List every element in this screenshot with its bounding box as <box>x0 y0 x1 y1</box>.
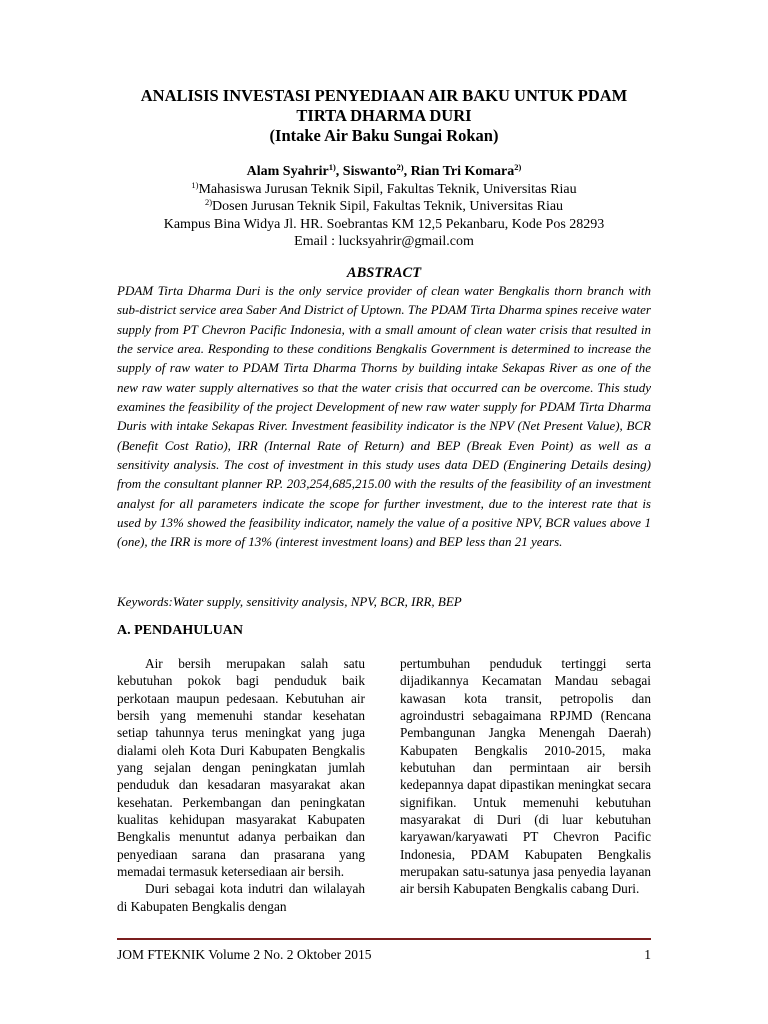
author-separator-1: , <box>335 164 343 179</box>
keywords: Keywords:Water supply, sensitivity analysis, NPV, BCR, IRR, BEP <box>117 594 462 609</box>
affiliation-2 <box>80 198 688 216</box>
author-name-1: Alam Syahrir <box>246 164 329 179</box>
affiliation-mark-2: 2) <box>204 197 213 207</box>
paragraph-left-2: Duri sebagai kota indutri dan wilalayah di Kabupaten Bengkalis dengan <box>117 881 365 914</box>
author-block <box>80 163 688 251</box>
affiliation-1 <box>80 181 688 199</box>
abstract-body: PDAM Tirta Dharma Duri is the only service provider of clean water Bengkalis thorn branch with sub-district service area Saber And District of Uptown. The PDAM Tirta Dharma spines receive water supply from PT Chevron Pacific Indonesia, with a small amount of clean water crisis that resulted in the service area. Responding to these conditions Bengkalis Government is determined to increase the supply of raw water to PDAM Tirta Dharma Thorns by building intake Sekapas River as one of the new raw water supply alternatives so that the water crisis that occurred can be overcome. This study examines the feasibility of the project Development of new raw water supply for PDAM Tirta Dharma Duris with intake Sekapas River. Investment feasibility indicator is the NPV (Net Present Value), BCR (Benefit Cost Ratio), IRR (Internal Rate of Return) and BEP (Break Even Point) as well as a sensitivity analysis. The cost of investment in this study uses data DED (Enginering Details desing) from the consultant planner RP. 203,254,685,215.00 with the results of the feasibility of an investment analyst for all parameters indicate the scope for further investment, due to the interest rate that is used by 13% showed the feasibility indicator, namely the value of a positive NPV, BCR values above 1 (one), the IRR is more of 13% (interest investment loans) and BEP less than 21 years. <box>117 283 651 550</box>
author-mark-2: 2) <box>396 162 404 172</box>
affiliation-text-2: Dosen Jurusan Teknik Sipil, Fakultas Teknik, Universitas Riau <box>212 199 564 214</box>
body-column-right <box>400 655 651 898</box>
section-heading: A. PENDAHULUAN <box>117 623 243 638</box>
paragraph-left-1: Air bersih merupakan salah satu kebutuhan pokok bagi penduduk baik perkotaan maupun pedesaan. Kebutuhan air bersih yang memenuhi standar kesehatan setiap tahunnya terus meningkat yang juga dialami oleh Kota Duri Kabupaten Bengkalis yang sejalan dengan peningkatan jumlah penduduk dan kesadaran masyarakat akan kesehatan. Perkembangan dan peningkatan kualitas kehidupan masyarakat Kabupaten Bengkalis menuntut adanya perbaikan dan penyediaan sarana dan prasarana yang memadai termasuk ketersediaan air bersih. <box>117 656 365 880</box>
affiliation-mark-1: 1) <box>191 179 199 190</box>
author-mark-1: 1) <box>328 162 336 172</box>
author-name-3: Rian Tri Komara <box>410 164 515 179</box>
campus-address: Kampus Bina Widya Jl. HR. Soebrantas KM 12,5 Pekanbaru, Kode Pos 28293 <box>163 216 605 232</box>
author-mark-3: 2) <box>514 162 522 172</box>
affiliation-text-1: Mahasiswa Jurusan Teknik Sipil, Fakultas Teknik, Universitas Riau <box>198 181 577 197</box>
abstract-heading: ABSTRACT <box>346 265 422 281</box>
author-names <box>80 163 688 181</box>
paper-title <box>100 86 668 146</box>
author-name-2: Siswanto <box>342 164 397 179</box>
title-line-1: ANALISIS INVESTASI PENYEDIAAN AIR BAKU UNTUK PDAM <box>140 86 628 105</box>
page-number: 1 <box>644 947 651 962</box>
footer-rule <box>117 938 651 940</box>
footer-journal: JOM FTEKNIK Volume 2 No. 2 Oktober 2015 <box>117 947 372 962</box>
paragraph-right-1: pertumbuhan penduduk tertinggi serta dijadikannya Kecamatan Mandau sebagai kawasan kota transit, petropolis dan agroindustri sebagaimana RPJMD (Rencana Pembangunan Jangka Menengah Daerah) Kabupaten Bengkalis 2010-2015, maka kebutuhan dan permintaan air bersih kedepannya dapat dipastikan meningkat secara signifikan. Untuk memenuhi kebutuhan masyarakat di Duri (di luar kebutuhan karyawan/karyawati PT Chevron Pacific Indonesia, PDAM Kabupaten Bengkalis merupakan satu-satunya jasa penyedia layanan air bersih Kabupaten Bengkalis cabang Duri. <box>400 656 651 897</box>
author-email: Email : lucksyahrir@gmail.com <box>294 234 474 249</box>
author-separator-2: , <box>403 164 411 179</box>
body-column-left <box>117 655 365 915</box>
title-line-2: TIRTA DHARMA DURI <box>296 106 472 125</box>
title-line-3: (Intake Air Baku Sungai Rokan) <box>269 126 499 145</box>
